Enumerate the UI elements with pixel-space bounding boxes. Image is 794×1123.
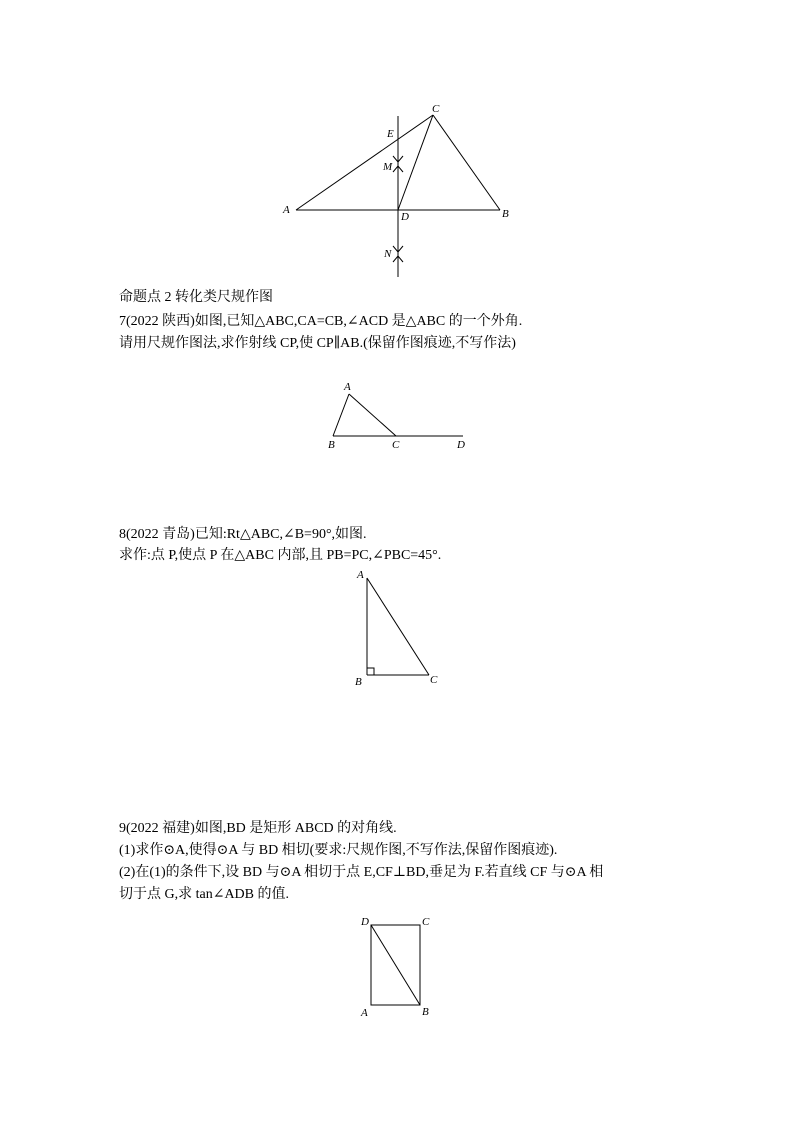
label-b: B bbox=[328, 439, 335, 451]
question-7-line-2: 请用尺规作图法,求作射线 CP,使 CP∥AB.(保留作图痕迹,不写作法) bbox=[119, 336, 516, 351]
question-9-line-4: 切于点 G,求 tan∠ADB 的值. bbox=[119, 887, 290, 902]
question-8-line-1: 8(2022 青岛)已知:Rt△ABC,∠B=90°,如图. bbox=[119, 527, 367, 542]
arc-mark-m-lower bbox=[393, 166, 403, 172]
segment-ac bbox=[296, 115, 433, 210]
label-a: A bbox=[283, 204, 290, 216]
arc-mark-m-upper bbox=[393, 156, 403, 162]
label-c: C bbox=[392, 439, 400, 451]
label-n: N bbox=[384, 248, 392, 260]
segment-ac bbox=[367, 578, 429, 675]
arc-mark-n-upper bbox=[393, 246, 403, 252]
section-title: 命题点 2 转化类尺规作图 bbox=[119, 290, 273, 305]
label-e: E bbox=[387, 128, 394, 140]
segment-ac bbox=[349, 394, 396, 436]
diagonal-bd bbox=[371, 925, 420, 1005]
label-a: A bbox=[344, 381, 351, 393]
label-a: A bbox=[361, 1007, 368, 1019]
question-7-line-1: 7(2022 陕西)如图,已知△ABC,CA=CB,∠ACD 是△ABC 的一个外角. bbox=[119, 314, 523, 329]
segment-cd bbox=[398, 115, 433, 210]
label-c: C bbox=[430, 674, 438, 686]
segment-ab bbox=[333, 394, 349, 436]
rectangle-abcd bbox=[371, 925, 420, 1005]
segment-bc bbox=[433, 115, 500, 210]
label-d: D bbox=[457, 439, 465, 451]
label-c: C bbox=[422, 916, 430, 928]
label-b: B bbox=[422, 1006, 429, 1018]
arc-mark-n-lower bbox=[393, 256, 403, 262]
label-d: D bbox=[361, 916, 369, 928]
label-d: D bbox=[401, 211, 409, 223]
question-8-line-2: 求作:点 P,使点 P 在△ABC 内部,且 PB=PC,∠PBC=45°. bbox=[119, 548, 442, 563]
label-m: M bbox=[383, 161, 393, 173]
label-b: B bbox=[502, 208, 509, 220]
label-b: B bbox=[355, 676, 362, 688]
question-9-line-1: 9(2022 福建)如图,BD 是矩形 ABCD 的对角线. bbox=[119, 821, 397, 836]
question-9-line-2: (1)求作⊙A,使得⊙A 与 BD 相切(要求:尺规作图,不写作法,保留作图痕迹). bbox=[119, 843, 558, 858]
label-a: A bbox=[357, 569, 364, 581]
right-angle-mark bbox=[367, 668, 374, 675]
question-9-line-3: (2)在(1)的条件下,设 BD 与⊙A 相切于点 E,CF⊥BD,垂足为 F.若直线 CF 与⊙A 相 bbox=[119, 865, 604, 880]
label-c: C bbox=[432, 103, 440, 115]
